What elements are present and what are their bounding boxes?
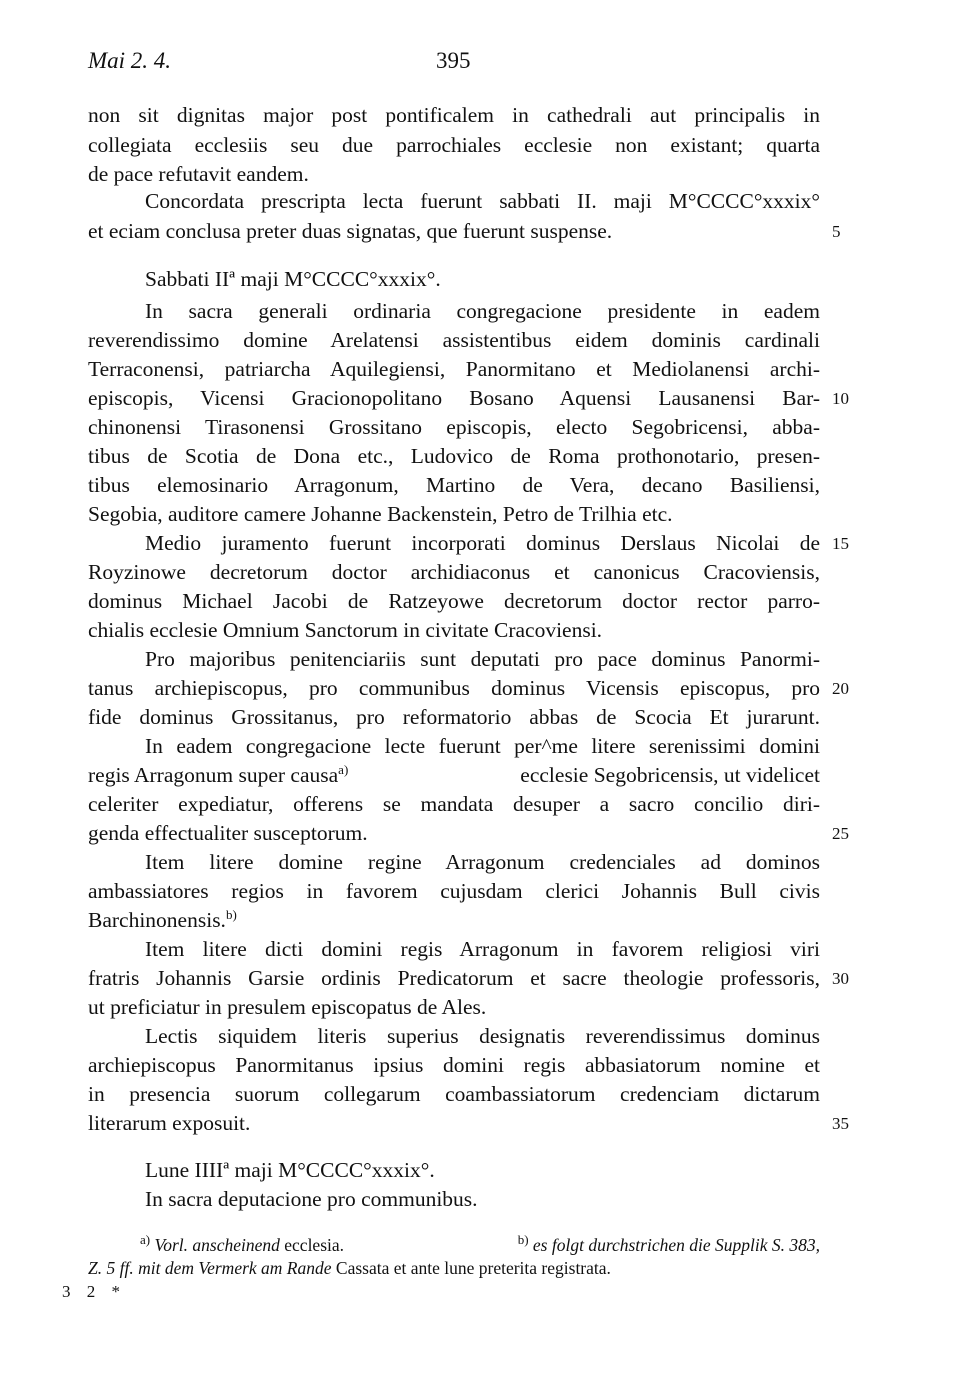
text-line: Item litere dicti domini regis Arragonum in favorem religiosi viri <box>145 937 820 961</box>
text-line: non sit dignitas major post pontificalem in cathedrali aut principalis in <box>88 103 820 127</box>
text-line: tibus de Scotia de Dona etc., Ludovico de Roma prothonotario, presen- <box>88 444 820 468</box>
line-number: 5 <box>832 222 841 241</box>
text-line: reverendissimo domine Arelatensi assistentibus eidem dominis cardinali <box>88 328 820 352</box>
date-heading: Sabbati IIª maji M°CCCC°xxxix°. <box>145 267 441 291</box>
text-line: Medio juramento fuerunt incorporati dominus Derslaus Nicolai de <box>145 531 820 555</box>
text-line: fratris Johannis Garsie ordinis Predicatorum et sacre theologie professoris, <box>88 966 820 990</box>
date-heading: Lune IIIIª maji M°CCCC°xxxix°. <box>145 1158 435 1182</box>
footnote-b-italic: es folgt durchstrichen die Supplik S. 383, <box>532 1235 820 1255</box>
text-line-with-footnote <box>88 907 820 933</box>
footnote-b-italic-2: Z. 5 ff. mit dem Vermerk am Rande <box>88 1258 332 1278</box>
text-line: episcopis, Vicensi Gracionopolitano Bosano Aquensi Lausanensi Bar- <box>88 386 820 410</box>
text-line: ambassiatores regios in favorem cujusdam clerici Johannis Bull civis <box>88 879 820 903</box>
running-header-date: Mai 2. 4. <box>88 48 172 73</box>
text-line: In sacra deputacione pro communibus. <box>145 1187 478 1211</box>
line-number: 15 <box>832 534 849 553</box>
page-number: 395 <box>436 48 471 73</box>
text-line: Pro majoribus penitenciariis sunt deputati pro pace dominus Panormi- <box>145 647 820 671</box>
line-number: 25 <box>832 824 849 843</box>
footnote-a-text: ecclesia. <box>284 1235 345 1255</box>
line-number: 10 <box>832 389 849 408</box>
text-line: ut preficiatur in presulem episcopatus de Ales. <box>88 995 487 1019</box>
text-line: chialis ecclesie Omnium Sanctorum in civitate Cracoviensi. <box>88 618 603 642</box>
text-line: celeriter expediatur, offerens se mandata desuper a sacro concilio diri- <box>88 792 820 816</box>
text-line: et eciam conclusa preter duas signatas, que fuerunt suspense. <box>88 219 613 243</box>
text-line: tibus elemosinario Arragonum, Martino de Vera, decano Basiliensi, <box>88 473 820 497</box>
text-line: Item litere domine regine Arragonum credenciales ad dominos <box>145 850 820 874</box>
text-line: archiepiscopus Panormitanus ipsius domini regis abbasiatorum nomine et <box>88 1053 820 1077</box>
text-fragment: regis Arragonum super causa <box>88 763 339 787</box>
footnote-marker: b) <box>225 906 237 922</box>
footnotes-line-1 <box>140 1234 820 1256</box>
text-line: In sacra generali ordinaria congregacione presidente in eadem <box>145 299 820 323</box>
text-line: Lectis siquidem literis superius designatis reverendissimus dominus <box>145 1024 820 1048</box>
text-line: Segobia, auditore camere Johanne Backenstein, Petro de Trilhia etc. <box>88 502 673 526</box>
text-line: tanus archiepiscopus, pro communibus dominus Vicensis episcopus, pro <box>88 676 820 700</box>
text-line: Concordata prescripta lecta fuerunt sabbati II. maji M°CCCC°xxxix° <box>145 189 820 213</box>
footnote-b-mark: b) <box>517 1232 529 1248</box>
footnote-a <box>140 1234 344 1256</box>
footnote-a-italic: Vorl. anscheinend <box>154 1235 280 1255</box>
text-fragment: ecclesie Segobricensis, ut videlicet <box>520 763 820 787</box>
line-number: 35 <box>832 1114 849 1133</box>
text-fragment <box>88 762 348 788</box>
text-line: chinonensi Tirasonensi Grossitano episcopis, electo Segobricensi, abba- <box>88 415 820 439</box>
text-line: literarum exposuit. <box>88 1111 251 1135</box>
footnote-a-mark: a) <box>140 1232 151 1248</box>
text-line: dominus Michael Jacobi de Ratzeyowe decretorum doctor rector parro- <box>88 589 820 613</box>
line-number: 20 <box>832 679 849 698</box>
text-line: In eadem congregacione lecte fuerunt per^me litere serenissimi domini <box>145 734 820 758</box>
text-line: fide dominus Grossitanus, pro reformatorio abbas de Scocia Et jurarunt. <box>88 705 820 729</box>
footnote-b-text-2: Cassata et ante lune preterita registrata. <box>335 1258 611 1278</box>
text-line: de pace refutavit eandem. <box>88 162 309 186</box>
footnote-b <box>518 1234 820 1256</box>
signature-mark: 3 2 * <box>62 1282 126 1301</box>
text-line: in presencia suorum collegarum coambassiatorum credenciam dictarum <box>88 1082 820 1106</box>
text-line: Royzinowe decretorum doctor archidiaconus et canonicus Cracoviensis, <box>88 560 820 584</box>
text-line: genda effectualiter susceptorum. <box>88 821 368 845</box>
text-line: Terraconensi, patriarcha Aquilegiensi, Panormitano et Mediolanensi archi- <box>88 357 820 381</box>
line-number: 30 <box>832 969 849 988</box>
text-line-with-footnote <box>88 762 820 788</box>
footnotes-line-2 <box>88 1257 820 1279</box>
text-line: collegiata ecclesiis seu due parrochiales ecclesie non existant; quarta <box>88 133 820 157</box>
text-fragment: Barchinonensis. <box>88 908 226 932</box>
footnote-marker: a) <box>338 761 349 777</box>
